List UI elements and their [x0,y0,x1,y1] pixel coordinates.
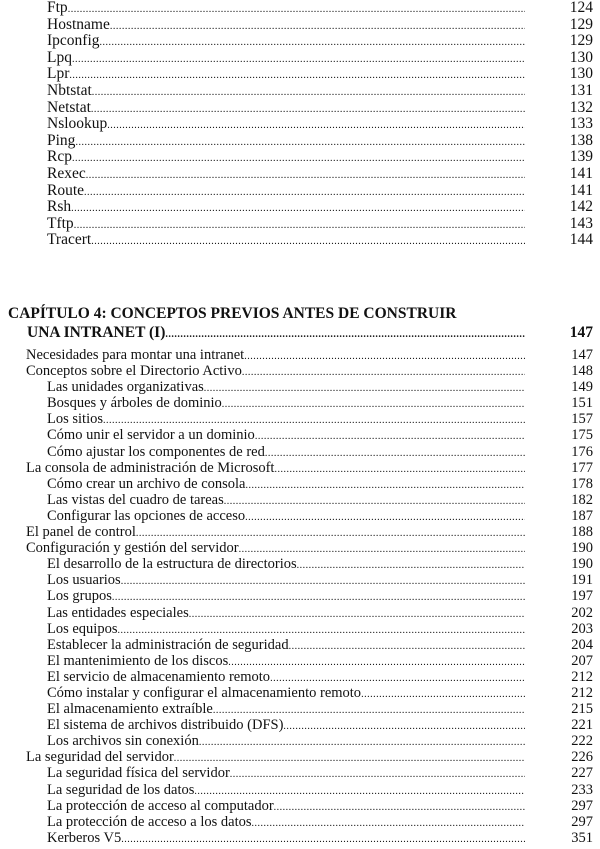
toc-entry-label: Hostname [47,15,110,33]
toc-page-number: 177 [571,459,593,476]
toc-entry-label: Configurar las opciones de acceso [47,507,246,524]
toc-page-number: 215 [571,701,593,718]
toc-page-number: 178 [571,475,593,492]
toc-entry-label: Cómo ajustar los componentes de red [47,443,265,460]
toc-entry[interactable] [0,475,593,492]
toc-page-number: 351 [571,829,593,846]
toc-entry[interactable] [0,32,593,50]
toc-entry[interactable] [0,379,593,396]
toc-entry-label: Los equipos [47,620,118,637]
toc-entry[interactable] [0,214,593,233]
toc-entry[interactable] [0,231,593,249]
toc-entry-label: Cómo instalar y configurar el almacenamiento remoto [47,684,362,701]
toc-entry[interactable] [0,604,593,621]
toc-page-number: 191 [571,572,593,589]
toc-entry[interactable] [0,620,593,637]
toc-page-number: 157 [571,411,593,428]
toc-page-number: 138 [569,131,593,149]
toc-entry-label: Las unidades organizativas [47,379,204,396]
toc-entry-label: Ping [47,131,76,149]
dot-leader [91,232,525,251]
toc-entry-label: Tftp [47,214,74,232]
toc-page-number: 297 [571,797,593,814]
toc-entry-label: La protección de acceso al computador [47,797,274,814]
toc-entry[interactable] [0,572,593,589]
toc-page-number: 175 [571,427,593,444]
toc-page-number: 147 [571,347,593,363]
toc-entry[interactable] [0,556,593,573]
toc-page-number: 190 [571,556,593,573]
toc-entry-label: Ipconfig [47,32,100,50]
toc-entry-label: Lpq [47,48,72,66]
toc-entry-label: Establecer la administración de seguridad [47,636,289,653]
toc-entry-label: Nslookup [47,115,108,133]
toc-entry[interactable] [0,797,593,814]
toc-entry-label: Los archivos sin conexión [47,733,199,750]
toc-entry[interactable] [0,395,593,412]
toc-entry-label: El mantenimiento de los discos [47,652,229,669]
toc-entry-label: Necesidades para montar una intranet [26,347,245,363]
toc-entry-label: El sistema de archivos distribuido (DFS) [47,717,284,734]
toc-entry-label: El desarrollo de la estructura de directorios [47,556,297,573]
toc-entry[interactable] [0,540,593,557]
toc-entry[interactable] [0,131,593,150]
toc-page-number: 141 [569,181,593,199]
toc-entry-label: El almacenamiento extraíble [47,701,213,718]
toc-entry[interactable] [0,781,593,798]
toc-entry-label: Las entidades especiales [47,604,189,621]
toc-page-number: 130 [569,48,593,66]
dot-leader [165,324,525,344]
toc-entry[interactable] [0,115,593,133]
toc-page-number: 190 [571,540,593,557]
toc-entry[interactable] [0,427,593,444]
toc-entry-label: Los usuarios [47,572,121,589]
toc-entry[interactable] [0,733,593,750]
toc-page-number: 129 [569,15,593,33]
toc-entry-label: Cómo unir el servidor a un dominio [47,427,255,444]
toc-page-number: 187 [571,507,593,524]
toc-entry[interactable] [0,749,593,766]
toc-entry[interactable] [0,15,593,34]
toc-page-number: 139 [569,148,593,166]
toc-page-number: 182 [571,491,593,508]
toc-entry-label: Conceptos sobre el Directorio Activo [26,363,242,380]
toc-entry-label: Lpr [47,65,70,83]
toc-entry[interactable] [0,717,593,734]
toc-entry-label: Cómo crear un archivo de consola [47,475,246,492]
toc-entry-label: La seguridad del servidor [26,749,174,766]
toc-entry[interactable] [0,765,593,782]
toc-entry[interactable] [0,65,593,83]
toc-entry[interactable] [0,507,593,524]
toc-page-number: 233 [571,781,593,798]
toc-entry-label: Kerberos V5 [47,829,122,846]
toc-page-number: 131 [569,81,593,99]
toc-entry-label: La seguridad física del servidor [47,765,230,782]
toc-entry-label: Rexec [47,164,86,182]
toc-entry[interactable] [0,588,593,605]
toc-page-number: 202 [571,604,593,621]
toc-entry[interactable] [0,636,593,653]
toc-entry[interactable] [0,684,593,701]
toc-entry-label: Nbtstat [47,81,92,99]
toc-entry-label: La seguridad de los datos [47,781,195,798]
chapter-title-line2: UNA INTRANET (I) [27,324,166,341]
toc-entry[interactable] [0,411,593,428]
toc-entry-label: Rcp [47,148,72,166]
toc-page-number: 133 [569,115,593,133]
toc-entry-label: Los grupos [47,588,112,605]
toc-entry[interactable] [0,701,593,718]
toc-entry-label: Netstat [47,98,91,116]
toc-entry[interactable] [0,48,593,67]
toc-entry[interactable] [0,181,593,200]
command-toc-list [0,0,600,249]
toc-page-number: 212 [571,668,593,685]
toc-entry-label: Route [47,181,85,199]
toc-entry-label: La consola de administración de Microsoft [26,459,275,476]
toc-page-number: 222 [571,733,593,750]
toc-page-number: 142 [569,198,593,216]
toc-page-number: 203 [571,620,593,637]
toc-page-number: 141 [569,164,593,182]
toc-page-number: 148 [571,363,593,380]
toc-page-number: 144 [569,231,593,249]
toc-page-number: 204 [571,636,593,653]
toc-page-number: 143 [569,214,593,232]
toc-entry[interactable] [0,813,593,830]
section-toc-list [0,347,600,846]
toc-page-number: 297 [571,813,593,830]
toc-entry-label: Configuración y gestión del servidor [26,540,239,557]
toc-page-number: 149 [571,379,593,396]
toc-entry[interactable] [0,491,593,508]
dot-leader [121,830,525,848]
toc-entry[interactable] [0,668,593,685]
toc-entry[interactable] [0,363,593,380]
chapter-toc-entry[interactable] [27,324,593,342]
toc-entry[interactable] [0,81,593,100]
chapter-page-number: 147 [569,324,593,341]
toc-entry[interactable] [0,652,593,669]
toc-page-number: 132 [569,98,593,116]
toc-entry[interactable] [0,0,593,17]
toc-entry-label: Los sitios [47,411,103,428]
chapter-title-line1: CAPÍTULO 4: CONCEPTOS PREVIOS ANTES DE CONSTRUIR [8,305,457,322]
toc-page-number: 227 [571,765,593,782]
toc-page-number: 197 [571,588,593,605]
toc-entry-label: La protección de acceso a los datos [47,813,252,830]
toc-page-number: 212 [571,684,593,701]
toc-entry-label: Tracert [47,231,92,249]
toc-entry-label: Las vistas del cuadro de tareas [47,491,224,508]
toc-entry[interactable] [0,829,593,846]
toc-entry[interactable] [0,524,593,541]
toc-entry-label: El panel de control [26,524,136,541]
toc-entry[interactable] [0,98,593,117]
toc-page-number: 176 [571,443,593,460]
toc-entry-label: Bosques y árboles de dominio [47,395,222,412]
toc-entry[interactable] [0,443,593,460]
toc-page-number: 151 [571,395,593,412]
toc-entry[interactable] [0,459,593,476]
toc-entry[interactable] [0,347,593,363]
toc-entry-label: Ftp [47,0,68,16]
toc-entry[interactable] [0,148,593,166]
toc-page-number: 124 [569,0,593,16]
toc-page-number: 207 [571,652,593,669]
toc-entry[interactable] [0,198,593,216]
chapter-heading [0,305,600,343]
toc-page-number: 226 [571,749,593,766]
toc-page-number: 221 [571,717,593,734]
toc-entry-label: El servicio de almacenamiento remoto [47,668,271,685]
toc-entry-label: Rsh [47,198,72,216]
toc-page-number: 188 [571,524,593,541]
toc-page-number: 130 [569,65,593,83]
toc-page-number: 129 [569,32,593,50]
toc-entry[interactable] [0,164,593,183]
